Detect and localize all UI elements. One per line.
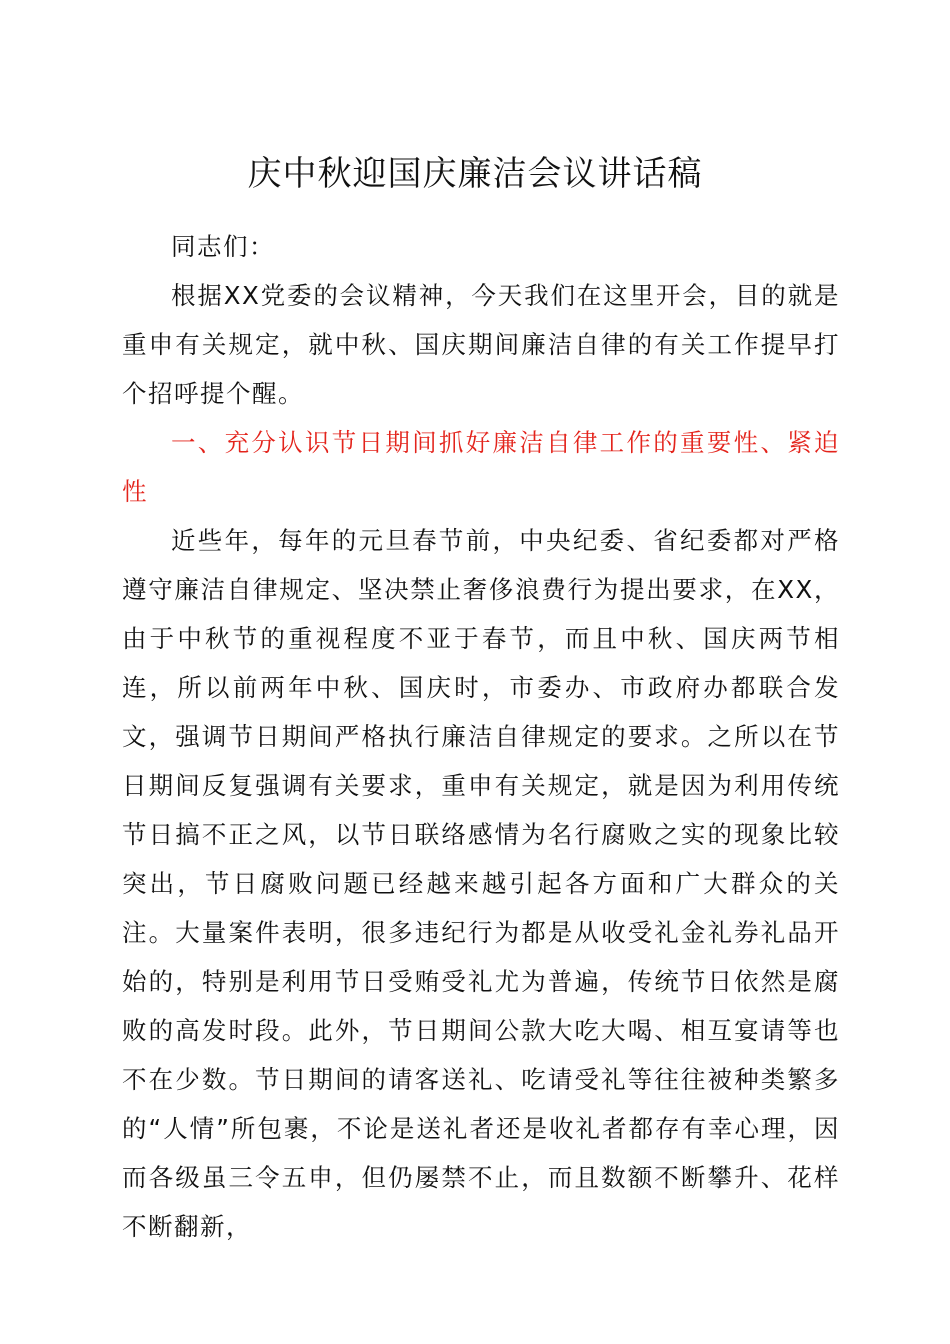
section-heading: 一、充分认识节日期间抓好廉洁自律工作的重要性、紧迫性 <box>122 428 840 506</box>
document-body <box>122 222 840 1251</box>
document-title: 庆中秋迎国庆廉洁会议讲话稿 <box>247 154 703 194</box>
paragraph-body: 近些年，每年的元旦春节前，中央纪委、省纪委都对严格遵守廉洁自律规定、坚决禁止奢侈浪费行为提出要求，在XX，由于中秋节的重视程度不亚于春节，而且中秋、国庆两节相连，所以前两年中秋、国庆时，市委办、市政府办都联合发文，强调节日期间严格执行廉洁自律规定的要求。之所以在节日期间反复强调有关要求，重申有关规定，就是因为利用传统节日搞不正之风，以节日联络感情为名行腐败之实的现象比较突出，节日腐败问题已经越来越引起各方面和广大群众的关注。大量案件表明，很多违纪行为都是从收受礼金礼券礼品开始的，特别是利用节日受贿受礼尤为普遍，传统节日依然是腐败的高发时段。此外，节日期间公款大吃大喝、相互宴请等也不在少数。节日期间的请客送礼、吃请受礼等往往被种类繁多的“人情”所包裹，不论是送礼者还是收礼者都存有幸心理，因而各级虽三令五申，但仍屡禁不止，而且数额不断攀升、花样不断翻新， <box>122 526 840 1241</box>
greeting: 同志们： <box>171 232 275 261</box>
paragraph-intro: 根据XX党委的会议精神，今天我们在这里开会，目的就是重申有关规定，就中秋、国庆期间廉洁自律的有关工作提早打个招呼提个醒。 <box>122 281 840 408</box>
